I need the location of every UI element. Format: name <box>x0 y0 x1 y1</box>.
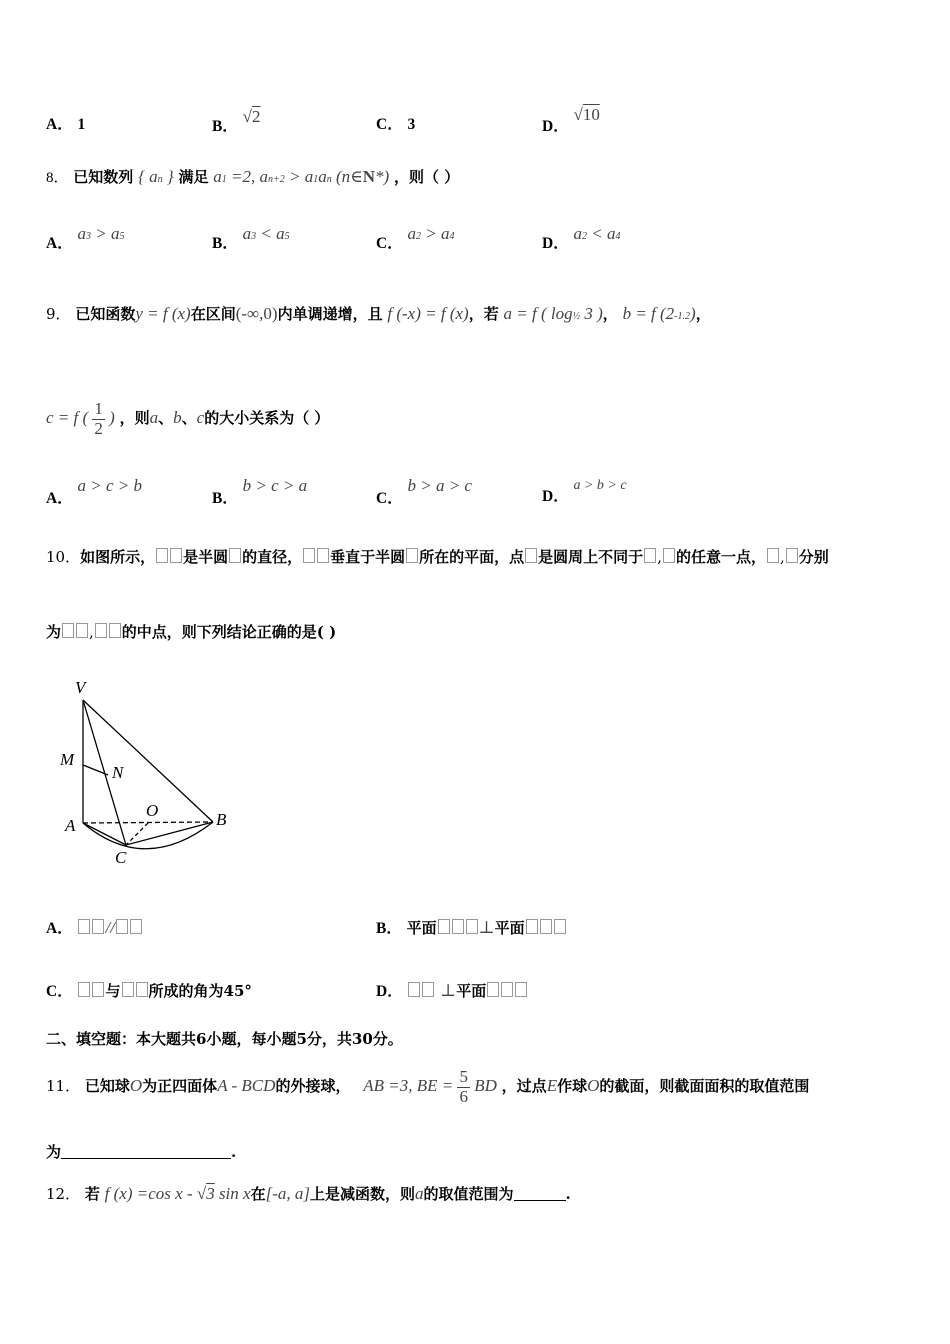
semicircle-arc <box>83 822 213 849</box>
q8-option-d: D． a2 < a4 <box>542 224 621 252</box>
label-m: M <box>60 750 75 769</box>
q10-option-a: A． // <box>46 919 143 937</box>
section-heading: 二、填空题：本大题共6小题，每小题5分，共30分。 <box>46 1030 403 1048</box>
q9-option-a: A． a > c > b <box>46 476 142 507</box>
q12-function-expr: f (x) =cos x - √3 sin x <box>104 1184 251 1203</box>
q12-number: 12． <box>46 1185 81 1203</box>
q12-stem: 12． 若 f (x) =cos x - √3 sin x在[-a, a]上是减函数，则a的取值范围为 . <box>46 1184 571 1203</box>
q7-option-d-label: D． <box>542 118 569 135</box>
q10-option-d: D． ⊥平面 <box>376 982 528 1000</box>
q7-option-b-sqrt: √2 <box>242 107 261 126</box>
q10-option-b: B． 平面 ⊥平面 <box>376 919 567 937</box>
q10-stem-line1: 10．如图所示， 是半圆 的直径， 垂直于半圆 所在的平面，点 是圆周上不同于 , 的任意一点， , 分别 <box>46 548 829 566</box>
label-a: A <box>65 816 76 835</box>
q9-c-expr: c = f ( $\frac{1}{2}$ ) <box>46 399 115 438</box>
q9-option-b: B． b > c > a <box>212 476 308 507</box>
q11-stem-line1: 11． 已知球O为正四面体A - BCD的外接球， AB =3, BE = $\frac{5}{6}$ BD ，过点E作球O的截面，则截面面积的取值范围 <box>46 1067 810 1106</box>
label-n: N <box>112 763 124 782</box>
q8-stem: 8． 已知数列 { an } 满足 a1 =2, an+2 > a1an (n∈N*) ，则（ ） <box>46 167 460 186</box>
q7-option-d <box>542 105 600 135</box>
q7-option-a-label: A． <box>46 116 73 133</box>
q8-sequence-expr: { an } <box>138 167 174 186</box>
q8-option-b: B． a3 < a5 <box>212 224 290 252</box>
q10-option-c: C． 与 所成的角为45° <box>46 982 252 1000</box>
label-o: O <box>146 801 159 820</box>
q8-condition-expr: a1 =2, an+2 > a1an (n∈N*) <box>213 167 390 186</box>
q10-stem-line2: 为 , 的中点，则下列结论正确的是( ) <box>46 623 337 641</box>
q9-stem-line1: 9． 已知函数y = f (x)在区间(-∞,0)内单调递增，且 f (-x) = f (x)，若 a = f ( log½ 3 )， b = f (2-1.2)， <box>46 304 711 323</box>
q10-number: 10． <box>46 548 81 566</box>
q7-option-a <box>46 117 85 133</box>
q11-number: 11． <box>46 1077 81 1096</box>
q7-option-b-label: B． <box>212 118 238 135</box>
label-v: V <box>75 678 86 697</box>
q7-option-c-label: C． <box>376 116 403 133</box>
q9-b-expr: b = f (2-1.2) <box>622 304 696 323</box>
q8-option-c: C． a2 > a4 <box>376 224 455 252</box>
q7-option-c <box>376 117 415 133</box>
q10-figure <box>55 675 245 875</box>
q11-answer-blank[interactable] <box>61 1146 231 1159</box>
q8-option-a: A． a3 > a5 <box>46 224 125 252</box>
q7-option-b <box>212 107 261 135</box>
q9-stem-line2: c = f ( $\frac{1}{2}$ ) ，则a、b、c的大小关系为（ ） <box>46 399 330 438</box>
q11-stem-line2: 为 . <box>46 1143 237 1161</box>
edge-cb <box>126 822 213 845</box>
q11-condition-expr: AB =3, BE = $\frac{5}{6}$ BD <box>363 1067 497 1106</box>
q9-a-expr: a = f ( log½ 3 ) <box>503 304 603 323</box>
label-c: C <box>115 848 127 867</box>
q7-option-c-value: 3 <box>407 116 416 133</box>
diameter-ab <box>83 822 213 823</box>
q9-number: 9． <box>46 305 71 323</box>
q9-option-c: C． b > a > c <box>376 476 472 507</box>
q7-option-a-value: 1 <box>77 116 86 133</box>
q7-option-d-sqrt: √10 <box>573 105 600 124</box>
q12-answer-blank[interactable] <box>514 1188 566 1201</box>
q8-number: 8． <box>46 170 69 186</box>
q9-option-d: D． a > b > c <box>542 478 627 505</box>
label-b: B <box>216 810 227 829</box>
edge-ac <box>83 823 126 845</box>
